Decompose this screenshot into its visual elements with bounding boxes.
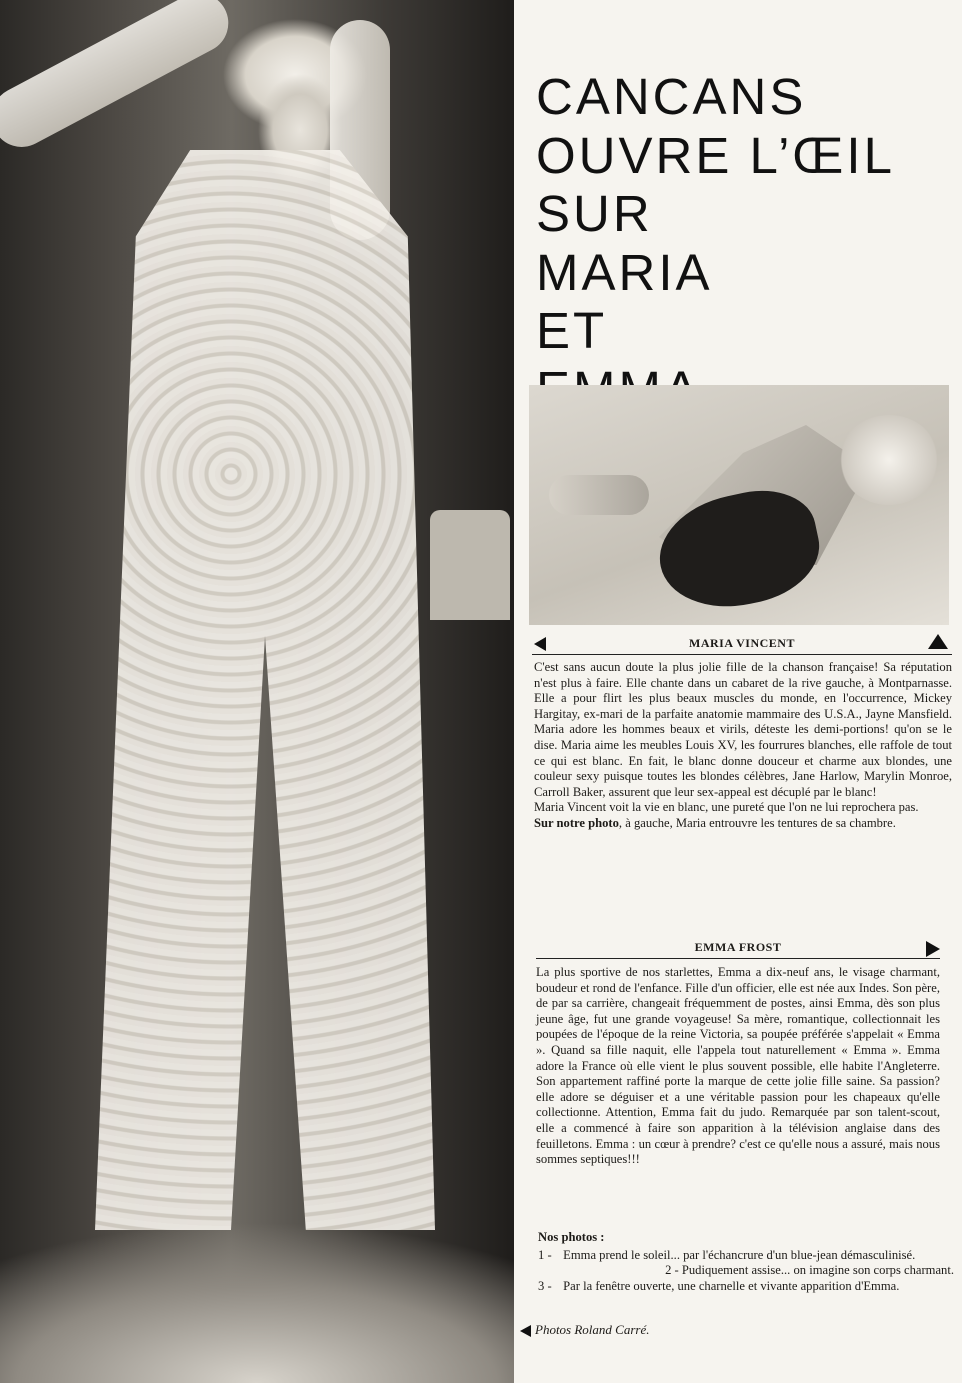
section-title: MARIA VINCENT — [689, 636, 795, 650]
paragraph-rest: , à gauche, Maria entrouvre les tentures de sa chambre. — [618, 815, 896, 830]
photo-captions — [538, 1230, 954, 1294]
arrow-right-icon — [926, 941, 940, 957]
paragraph — [534, 816, 952, 832]
photo-detail-robe — [95, 150, 435, 1230]
caption-number: 1 - — [538, 1247, 552, 1262]
caption-number: 2 - — [665, 1263, 679, 1278]
article-maria — [534, 660, 952, 832]
headline-line: CANCANS — [536, 68, 807, 125]
headline-line: SUR — [536, 185, 653, 242]
caption-item — [538, 1248, 954, 1264]
caption-text: Pudiquement assise... on imagine son corps charmant. — [681, 1263, 954, 1278]
article-emma — [536, 965, 940, 1168]
caption-item — [538, 1279, 954, 1295]
paragraph: Maria Vincent voit la vie en blanc, une pureté que l'on ne lui reprochera pas. — [534, 800, 919, 815]
arrow-left-icon — [520, 1325, 531, 1337]
photo-detail-arm — [0, 0, 239, 158]
section-title: EMMA FROST — [694, 940, 782, 954]
section-header-emma — [536, 938, 940, 959]
captions-title: Nos photos : — [538, 1230, 605, 1244]
headline-line: OUVRE L’ŒIL — [536, 126, 895, 184]
photo-detail-hair — [839, 415, 939, 505]
arrow-up-icon — [928, 634, 948, 649]
small-photo-emma — [529, 385, 949, 625]
caption-text: Emma prend le soleil... par l'échancrure d'un blue-jean démasculinisé. — [563, 1247, 916, 1262]
paragraph-bold: Sur notre photo — [534, 815, 619, 830]
headline-line: ET — [536, 302, 608, 359]
photo-credit — [520, 1322, 649, 1338]
caption-item — [538, 1263, 954, 1279]
photo-detail-rug — [0, 1123, 514, 1383]
photo-detail-feet — [549, 475, 649, 515]
paragraph: C'est sans aucun doute la plus jolie fille de la chanson française! Sa réputation n'est plus à faire. Elle chante dans un cabaret de la rive gauche, à Montparnasse. Elle a pour flirt les plus beaux muscles du monde, en l'occurrence, Mickey Hargitay, ex-mari de la parfaite anatomie mammaire des U.S.A., Jayne Mansfield. Maria adore les hommes beaux et virils, déteste les demi-portions! qu'on se le dise. Maria aime les meubles Louis XV, les fourrures blanches, elle raffole de tout ce qui est blanc. En fait, le blanc donne douceur et charme aux blondes, une couleur sexy puisque toutes les blondes célèbres, Jane Harlow, Marylin Monroe, Carroll Baker, assurent que leur sex-appeal est décuplé par le blanc! — [534, 660, 952, 799]
paragraph: La plus sportive de nos starlettes, Emma a dix-neuf ans, le visage charmant, boudeur et rond de l'enfance. Fille d'un officier, elle est née aux Indes. Son père, de par sa carrière, changeait fréquemment de postes, ainsi Emma, dès son plus jeune âge, fut une grande voyageuse! Sa mère, romantique, collectionnait les poupées de l'époque de la reine Victoria, sa poupée préférée s'appelait « Emma ». Quand sa fille naquit, elle l'appela tout naturellement « Emma ». Emma adore la France où elle vient le plus souvent possible, elle habite l'Angleterre. Son appartement raffiné porte la marque de cette jolie fille saine. Sa passion? elle adore se déguiser et a une véritable passion pour les chapeaux qu'elle collectionne. Attention, Emma fait du judo. Remarquée par son talent-scout, elle a commencé à faire son apparition à la télévision anglaise dans des feuilletons. Emma : un cœur à prendre? c'est ce qu'elle nous a assuré, mais nous sommes septiques!!! — [536, 965, 940, 1167]
headline-line: MARIA — [536, 243, 713, 301]
section-header-maria — [532, 634, 952, 655]
photo-detail-lamp — [430, 510, 510, 620]
headline — [536, 68, 956, 419]
right-column — [514, 0, 962, 1383]
credit-text: Photos Roland Carré. — [535, 1322, 650, 1337]
caption-text: Par la fenêtre ouverte, une charnelle et vivante apparition d'Emma. — [563, 1278, 900, 1293]
caption-number: 3 - — [538, 1278, 552, 1293]
